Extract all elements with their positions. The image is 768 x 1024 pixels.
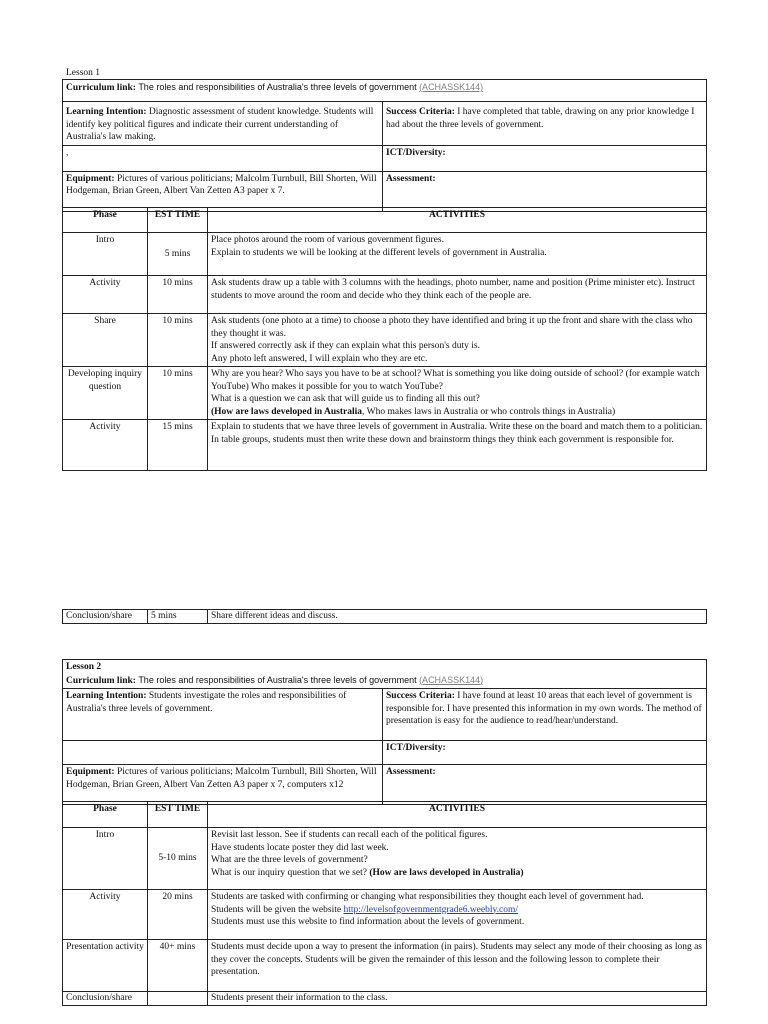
time-cell (148, 992, 208, 1006)
phase-cell: Conclusion/share (63, 610, 148, 624)
equipment-cell (63, 171, 383, 211)
learning-text: Diagnostic assessment of student knowledge. Students will identify key political figures and indicate their current understanding of Australia's law making. (66, 107, 374, 142)
lesson1-title: Lesson 1 (66, 68, 101, 78)
inquiry-question: (How are laws developed in Australia) (369, 867, 524, 878)
blank-mark: , (66, 147, 69, 158)
learning-text: Students investigate the roles and responsibilities of Australia's three levels of government. (66, 691, 347, 714)
equipment-text: Pictures of various politicians; Malcolm Turnbull, Bill Shorten, Will Hodgeman, Brian Green, Albert Van Zetten A3 paper x 7, computers x12 (66, 767, 377, 790)
lesson2-activities-table (62, 801, 707, 1006)
curriculum-text: The roles and responsibilities of Australia's three levels of government (138, 82, 417, 92)
phase-cell: Intro (63, 828, 148, 890)
activities-cell: Ask students (one photo at a time) to choose a photo they have identified and bring it up the front and share with the class who they thought it was. If answered correctly ask if they can explain what this person's duty is. Any photo left answered, I will explain who they are etc. (208, 314, 707, 367)
time-cell: 20 mins (148, 890, 208, 940)
col-time-header: EST TIME (148, 208, 208, 233)
activities-cell: Ask students draw up a table with 3 columns with the headings, photo number, name and position (Prime minister etc). Instruct students to move around the room and decide who they think each of the people are. (208, 276, 707, 314)
lesson2-header-table (62, 659, 707, 805)
activities-cell: Place photos around the room of various government figures. Explain to students we will be looking at the different levels of government in Australia. (208, 233, 707, 276)
ict-label: ICT/Diversity: (386, 147, 446, 158)
activities-cell: Explain to students that we have three levels of government in Australia. Write these on the board and match them to a politician. In table groups, students must then write these down and brainstorm things they think each government is responsible for. (208, 420, 707, 471)
curriculum-text: The roles and responsibilities of Australia's three levels of government (138, 674, 417, 685)
success-label: Success Criteria: (386, 107, 455, 117)
assessment-label: Assessment: (386, 173, 436, 184)
blank-cell (63, 145, 383, 171)
time-cell: 40+ mins (148, 940, 208, 992)
success-text: I have completed that table, drawing on any prior knowledge I had about the three levels of government. (386, 107, 695, 130)
col-phase-header: Phase (63, 802, 148, 828)
equipment-label: Equipment: (66, 767, 115, 777)
blank-cell (63, 741, 383, 765)
activities-cell: Students present their information to the class. (208, 992, 707, 1006)
ict-cell (383, 741, 707, 765)
learning-intention-cell (63, 689, 383, 741)
time-cell: 5-10 mins (148, 828, 208, 890)
time-cell: 15 mins (148, 420, 208, 471)
success-text: I have found at least 10 areas that each level of government is responsible for. I have presented this information in my own words. The method of presentation is easy for the audience to read/hear/understand. (386, 691, 702, 726)
time-cell: 5 mins (148, 233, 208, 276)
learning-intention-cell (63, 102, 383, 146)
lesson1-curriculum-row (63, 80, 707, 102)
success-criteria-cell (383, 689, 707, 741)
curriculum-label: Curriculum link: (66, 83, 136, 93)
equipment-label: Equipment: (66, 173, 115, 184)
ict-label: ICT/Diversity: (386, 743, 446, 753)
success-label: Success Criteria: (386, 691, 455, 701)
phase-cell: Intro (63, 233, 148, 276)
website-link[interactable]: http://levelsofgovernmentgrade6.weebly.com/ (343, 904, 519, 915)
phase-cell: Conclusion/share (63, 992, 148, 1006)
activity-line1: Students are tasked with confirming or changing what responsibilities they thought each level of government had. (211, 892, 644, 902)
learning-label: Learning Intention: (66, 107, 147, 117)
phase-cell: Activity (63, 276, 148, 314)
activities-text: Why are you hear? Who says you have to be at school? What is something you like doing outside of school? (for example watch YouTube) Who makes it possible for you to watch YouTube? What is a question we can ask that will guide us to finding all this out? (211, 369, 700, 404)
equipment-text: Pictures of various politicians; Malcolm Turnbull, Bill Shorten, Will Hodgeman, Brian Green, Albert Van Zetten A3 paper x 7. (66, 173, 377, 196)
activity-line3: Students must use this website to find information about the levels of government. (211, 917, 525, 927)
time-cell: 10 mins (148, 276, 208, 314)
curriculum-ref-link[interactable]: (ACHASSK144) (419, 674, 484, 685)
curriculum-label: Curriculum link: (66, 675, 136, 686)
lesson2-title-row (63, 660, 707, 689)
assessment-label: Assessment: (386, 767, 436, 777)
activities-cell (208, 367, 707, 420)
time-cell: 10 mins (148, 314, 208, 367)
inquiry-question-rest: , Who makes laws in Australia or who controls things in Australia) (362, 406, 616, 417)
learning-label: Learning Intention: (66, 691, 147, 701)
activities-cell (208, 890, 707, 940)
activities-text: Revisit last lesson. See if students can recall each of the political figures. Have students locate poster they did last week. What are the three levels of government? What is our inquiry question that we set? (211, 830, 488, 878)
activities-cell: Students must decide upon a way to present the information (in pairs). Students may select any mode of their choosing as long as they cover the concepts. Students will be given the remainder of this lesson and the following lesson to complete their presentation. (208, 940, 707, 992)
time-cell: 10 mins (148, 367, 208, 420)
equipment-cell (63, 765, 383, 805)
phase-cell: Presentation activity (63, 940, 148, 992)
lesson1-conclusion-table (62, 609, 707, 624)
ict-cell (383, 145, 707, 171)
lesson1-activities-table (62, 207, 707, 471)
time-cell: 5 mins (148, 610, 208, 624)
success-criteria-cell (383, 102, 707, 146)
inquiry-question: (How are laws developed in Australia (211, 406, 363, 417)
phase-cell: Activity (63, 890, 148, 940)
activity-line2: Students will be given the website (211, 904, 344, 915)
activities-cell (208, 828, 707, 890)
activities-cell: Share different ideas and discuss. (208, 610, 707, 624)
col-phase-header: Phase (63, 208, 148, 233)
col-activities-header: ACTIVITIES (208, 208, 707, 233)
assessment-cell (383, 171, 707, 211)
phase-cell: Developing inquiry question (63, 367, 148, 420)
curriculum-ref-link[interactable]: (ACHASSK144) (419, 82, 484, 92)
lesson1-header-table (62, 79, 707, 212)
phase-cell: Activity (63, 420, 148, 471)
assessment-cell (383, 765, 707, 805)
col-activities-header: ACTIVITIES (208, 802, 707, 828)
phase-cell: Share (63, 314, 148, 367)
col-time-header: EST TIME (148, 802, 208, 828)
lesson2-title: Lesson 2 (66, 662, 102, 672)
